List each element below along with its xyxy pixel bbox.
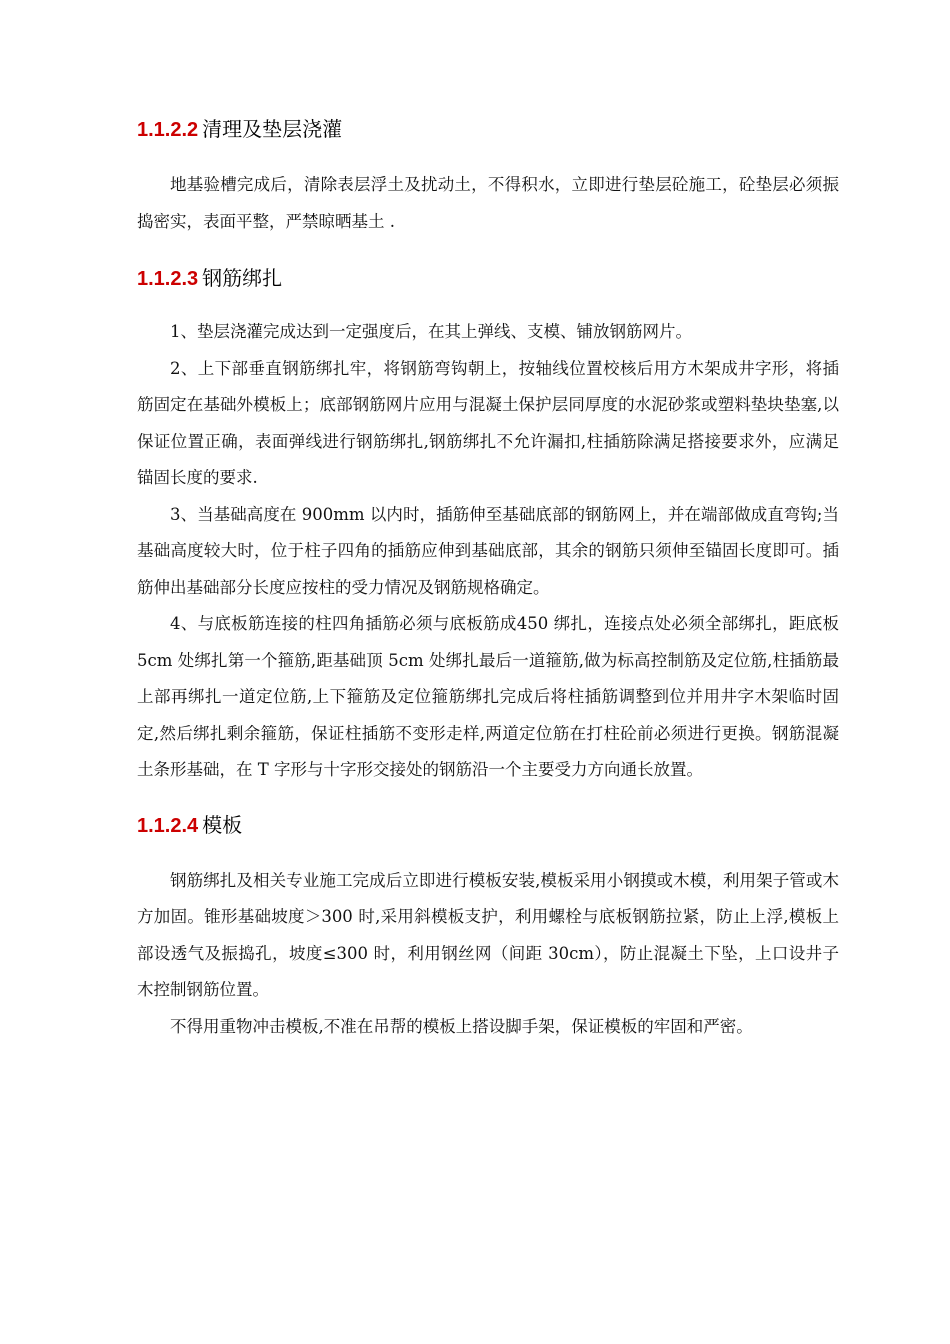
- section-title: 模板: [202, 812, 243, 837]
- section-cleanup-and-cushion-pouring: [137, 112, 839, 240]
- section-number: 1.1.2.4: [137, 814, 199, 837]
- section-body: [137, 314, 839, 789]
- section-title: 清理及垫层浇灌: [202, 117, 343, 141]
- section-number: 1.1.2.2: [137, 119, 199, 141]
- section-rebar-binding: [137, 261, 839, 789]
- section-title: 钢筋绑扎: [202, 266, 283, 290]
- paragraph: 2、上下部垂直钢筋绑扎牢，将钢筋弯钩朝上，按轴线位置校核后用方木架成井字形，将插筋固定在基础外模板上；底部钢筋网片应用与混凝土保护层同厚度的水泥砂浆或塑料垫块垫塞,以保证位置正确，表面弹线进行钢筋绑扎,钢筋绑扎不允许漏扣,柱插筋除满足搭接要求外，应满足锚固长度的要求.: [137, 358, 839, 487]
- paragraph: 地基验槽完成后，清除表层浮土及扰动土，不得积水，立即进行垫层砼施工，砼垫层必须振捣密实，表面平整，严禁晾晒基土 .: [137, 175, 839, 231]
- paragraph: 1、垫层浇灌完成达到一定强度后，在其上弹线、支模、铺放钢筋网片。: [170, 322, 692, 341]
- paragraph: 4、与底板筋连接的柱四角插筋必须与底板筋成450 绑扎，连接点处必须全部绑扎，距底板 5cm 处绑扎第一个箍筋,距基础顶 5cm 处绑扎最后一道箍筋,做为标高控制筋及定位筋,柱插筋最上部再绑扎一道定位筋,上下箍筋及定位箍筋绑扎完成后将柱插筋调整到位并用井字木架临时固定,然后绑扎剩余箍筋，保证柱插筋不变形走样,两道定位筋在打柱砼前必须进行更换。钢筋混凝土条形基础，在 T 字形与十字形交接处的钢筋沿一个主要受力方向通长放置。: [137, 614, 839, 779]
- section-number: 1.1.2.3: [137, 268, 199, 290]
- section-body: [137, 167, 839, 240]
- section-formwork: [137, 808, 839, 1046]
- paragraph: 钢筋绑扎及相关专业施工完成后立即进行模板安装,模板采用小钢摸或木模，利用架子管或木方加固。锥形基础坡度＞300 时,采用斜模板支护，利用螺栓与底板钢筋拉紧，防止上浮,模板上部设透气及振捣孔，坡度≤300 时，利用钢丝网（间距 30cm），防止混凝土下坠，上口设井子木控制钢筋位置。: [137, 870, 839, 999]
- section-heading: [137, 808, 839, 842]
- section-heading: [137, 261, 839, 295]
- paragraph: 3、当基础高度在 900mm 以内时，插筋伸至基础底部的钢筋网上，并在端部做成直弯钩;当基础高度较大时，位于柱子四角的插筋应伸到基础底部，其余的钢筋只须伸至锚固长度即可。插筋伸出基础部分长度应按柱的受力情况及钢筋规格确定。: [137, 504, 839, 597]
- section-heading: [137, 112, 839, 146]
- page-content: [137, 112, 839, 1045]
- section-body: [137, 863, 839, 1046]
- paragraph: 不得用重物冲击模板,不准在吊帮的模板上搭设脚手架，保证模板的牢固和严密。: [170, 1016, 753, 1036]
